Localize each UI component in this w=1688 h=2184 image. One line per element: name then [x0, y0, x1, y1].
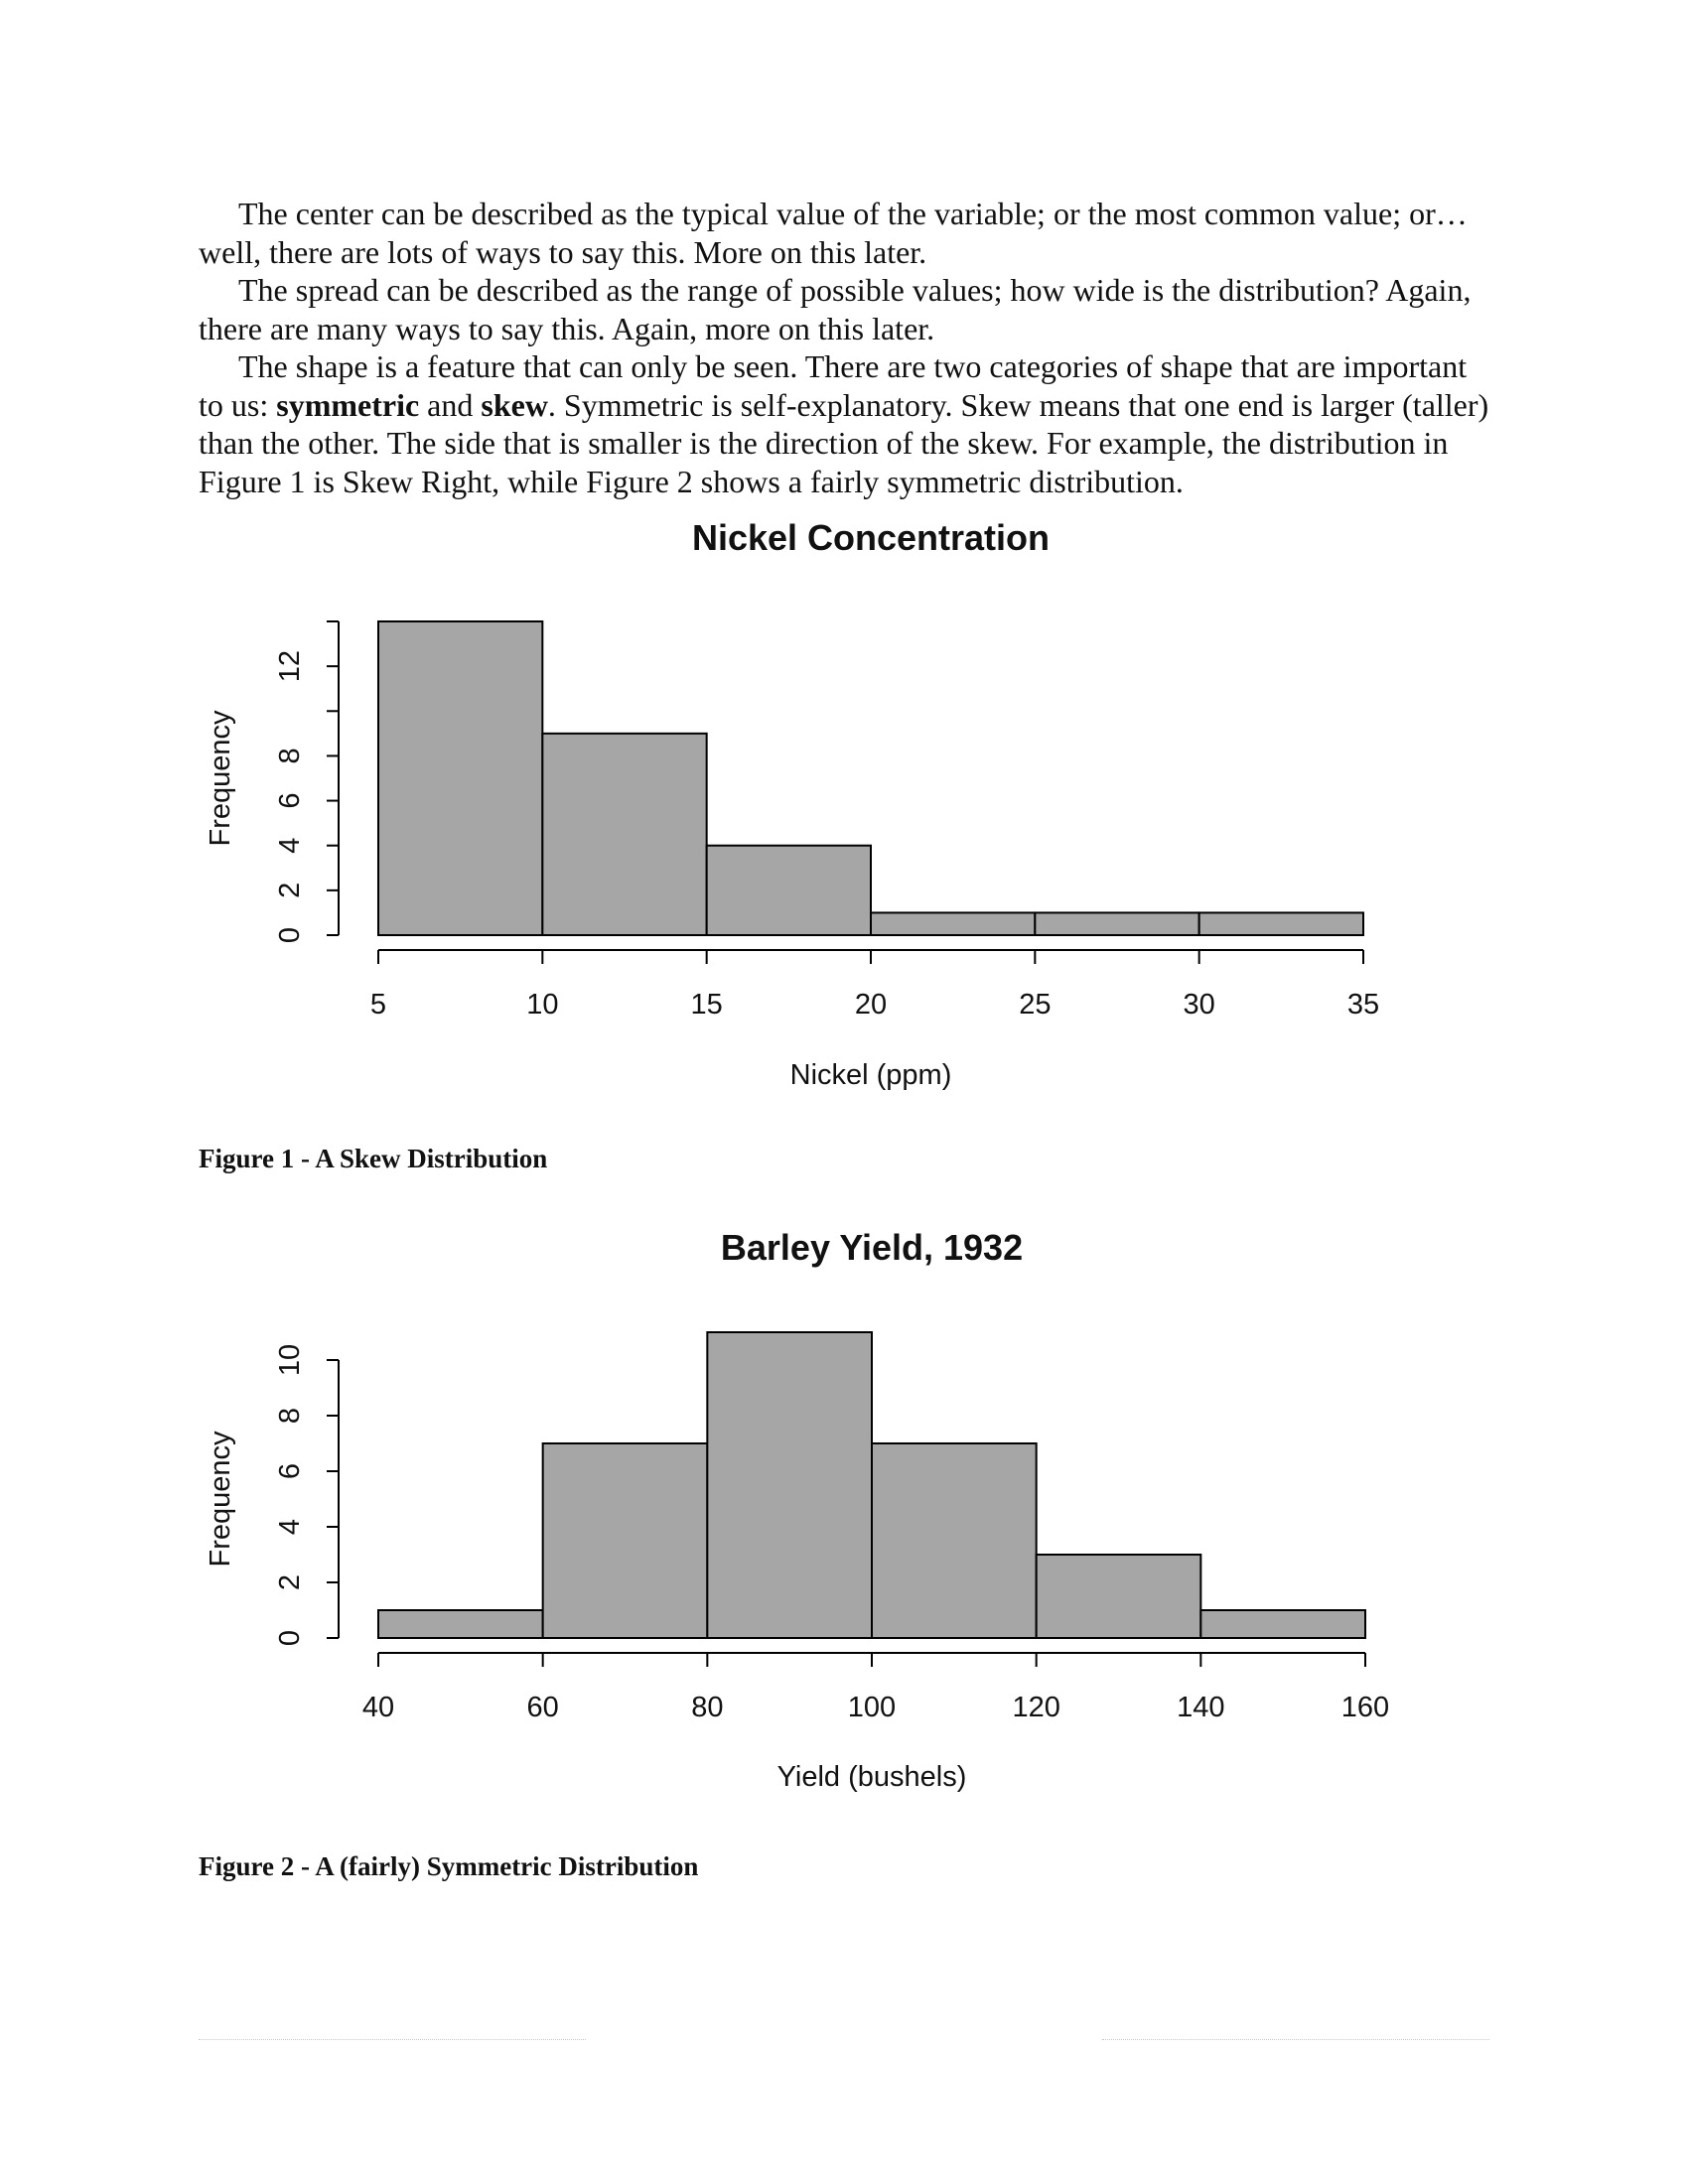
y-tick-label: 6: [274, 792, 306, 809]
text-run: The shape is a feature that can only be seen. There are two categories of shape that are important to us:: [199, 348, 1468, 423]
x-tick-label: 80: [691, 1692, 724, 1723]
histogram-bar: [872, 1443, 1037, 1638]
bold-term: symmetric: [276, 386, 420, 423]
x-axis-label: Nickel (ppm): [789, 1059, 952, 1091]
x-tick-label: 120: [1012, 1692, 1060, 1723]
histogram-bar: [1037, 1555, 1201, 1638]
text-run: and: [419, 386, 482, 423]
histogram-bar: [1035, 912, 1198, 935]
x-tick-label: 40: [361, 1692, 395, 1723]
y-axis-label: Frequency: [205, 710, 236, 847]
x-tick-label: 100: [847, 1692, 897, 1723]
y-tick-label: 4: [274, 1518, 306, 1536]
figure-2-chart: [0, 1212, 1688, 1828]
y-tick-label: 0: [274, 1629, 306, 1647]
text-run: The spread can be described as the range of possible values; how wide is the distribution? Again, there are many ways to say this. Again, more on this later.: [199, 272, 1472, 346]
x-tick-label: 35: [1346, 989, 1380, 1021]
histogram-bar: [542, 734, 706, 935]
text-run: . Symmetric is self-explanatory. Skew means that one end is larger (taller) than the other. The side that is smaller is the direction of the skew. For example, the distribution in Figure 1 is Skew Right, while Figure 2 shows a fairly symmetric distribution.: [199, 386, 1489, 499]
histogram-barley: [0, 1212, 1688, 1828]
x-tick-label: 160: [1340, 1692, 1390, 1723]
x-tick-label: 15: [690, 989, 723, 1021]
x-tick-label: 140: [1177, 1692, 1225, 1723]
figure-1-caption: Figure 1 - A Skew Distribution: [199, 1144, 548, 1173]
histogram-bar: [1200, 1610, 1365, 1638]
histogram-bar: [707, 1332, 872, 1638]
y-tick-label: 0: [274, 926, 306, 944]
footer-rule-left: [199, 2039, 586, 2040]
x-tick-label: 60: [526, 1692, 559, 1723]
y-tick-label: 8: [274, 1407, 306, 1425]
y-tick-label: 4: [274, 837, 306, 854]
x-tick-label: 25: [1019, 989, 1052, 1021]
histogram-bar: [1199, 912, 1363, 935]
paragraph-shape: [199, 347, 1489, 500]
x-tick-label: 10: [526, 989, 559, 1021]
y-tick-label: 10: [274, 1343, 306, 1377]
y-tick-label: 6: [274, 1462, 306, 1480]
histogram-bar: [378, 1610, 543, 1638]
x-tick-label: 20: [854, 989, 888, 1021]
x-axis-label: Yield (bushels): [776, 1761, 967, 1793]
footer-rule-right: [1102, 2039, 1489, 2040]
figure-1-chart: [0, 501, 1688, 1117]
histogram-bar: [707, 846, 871, 935]
bold-term: skew: [481, 386, 548, 423]
paragraph-spread: [199, 271, 1489, 347]
figure-2-caption: Figure 2 - A (fairly) Symmetric Distribution: [199, 1851, 699, 1881]
histogram-nickel: [0, 501, 1688, 1117]
chart-title: Nickel Concentration: [691, 517, 1051, 558]
y-tick-label: 12: [274, 650, 306, 683]
y-tick-label: 8: [274, 748, 306, 764]
paragraph-center: [199, 195, 1489, 271]
histogram-bar: [871, 912, 1035, 935]
body-text: [199, 195, 1489, 500]
y-axis-label: Frequency: [205, 1431, 236, 1568]
text-run: The center can be described as the typical value of the variable; or the most common value; or…well, there are lots of ways to say this. More on this later.: [199, 196, 1468, 270]
x-tick-label: 5: [369, 989, 387, 1021]
histogram-bar: [378, 621, 542, 935]
y-tick-label: 2: [274, 882, 306, 898]
histogram-bar: [543, 1443, 708, 1638]
chart-title: Barley Yield, 1932: [720, 1227, 1024, 1268]
x-tick-label: 30: [1183, 989, 1215, 1021]
y-tick-label: 2: [274, 1573, 306, 1591]
